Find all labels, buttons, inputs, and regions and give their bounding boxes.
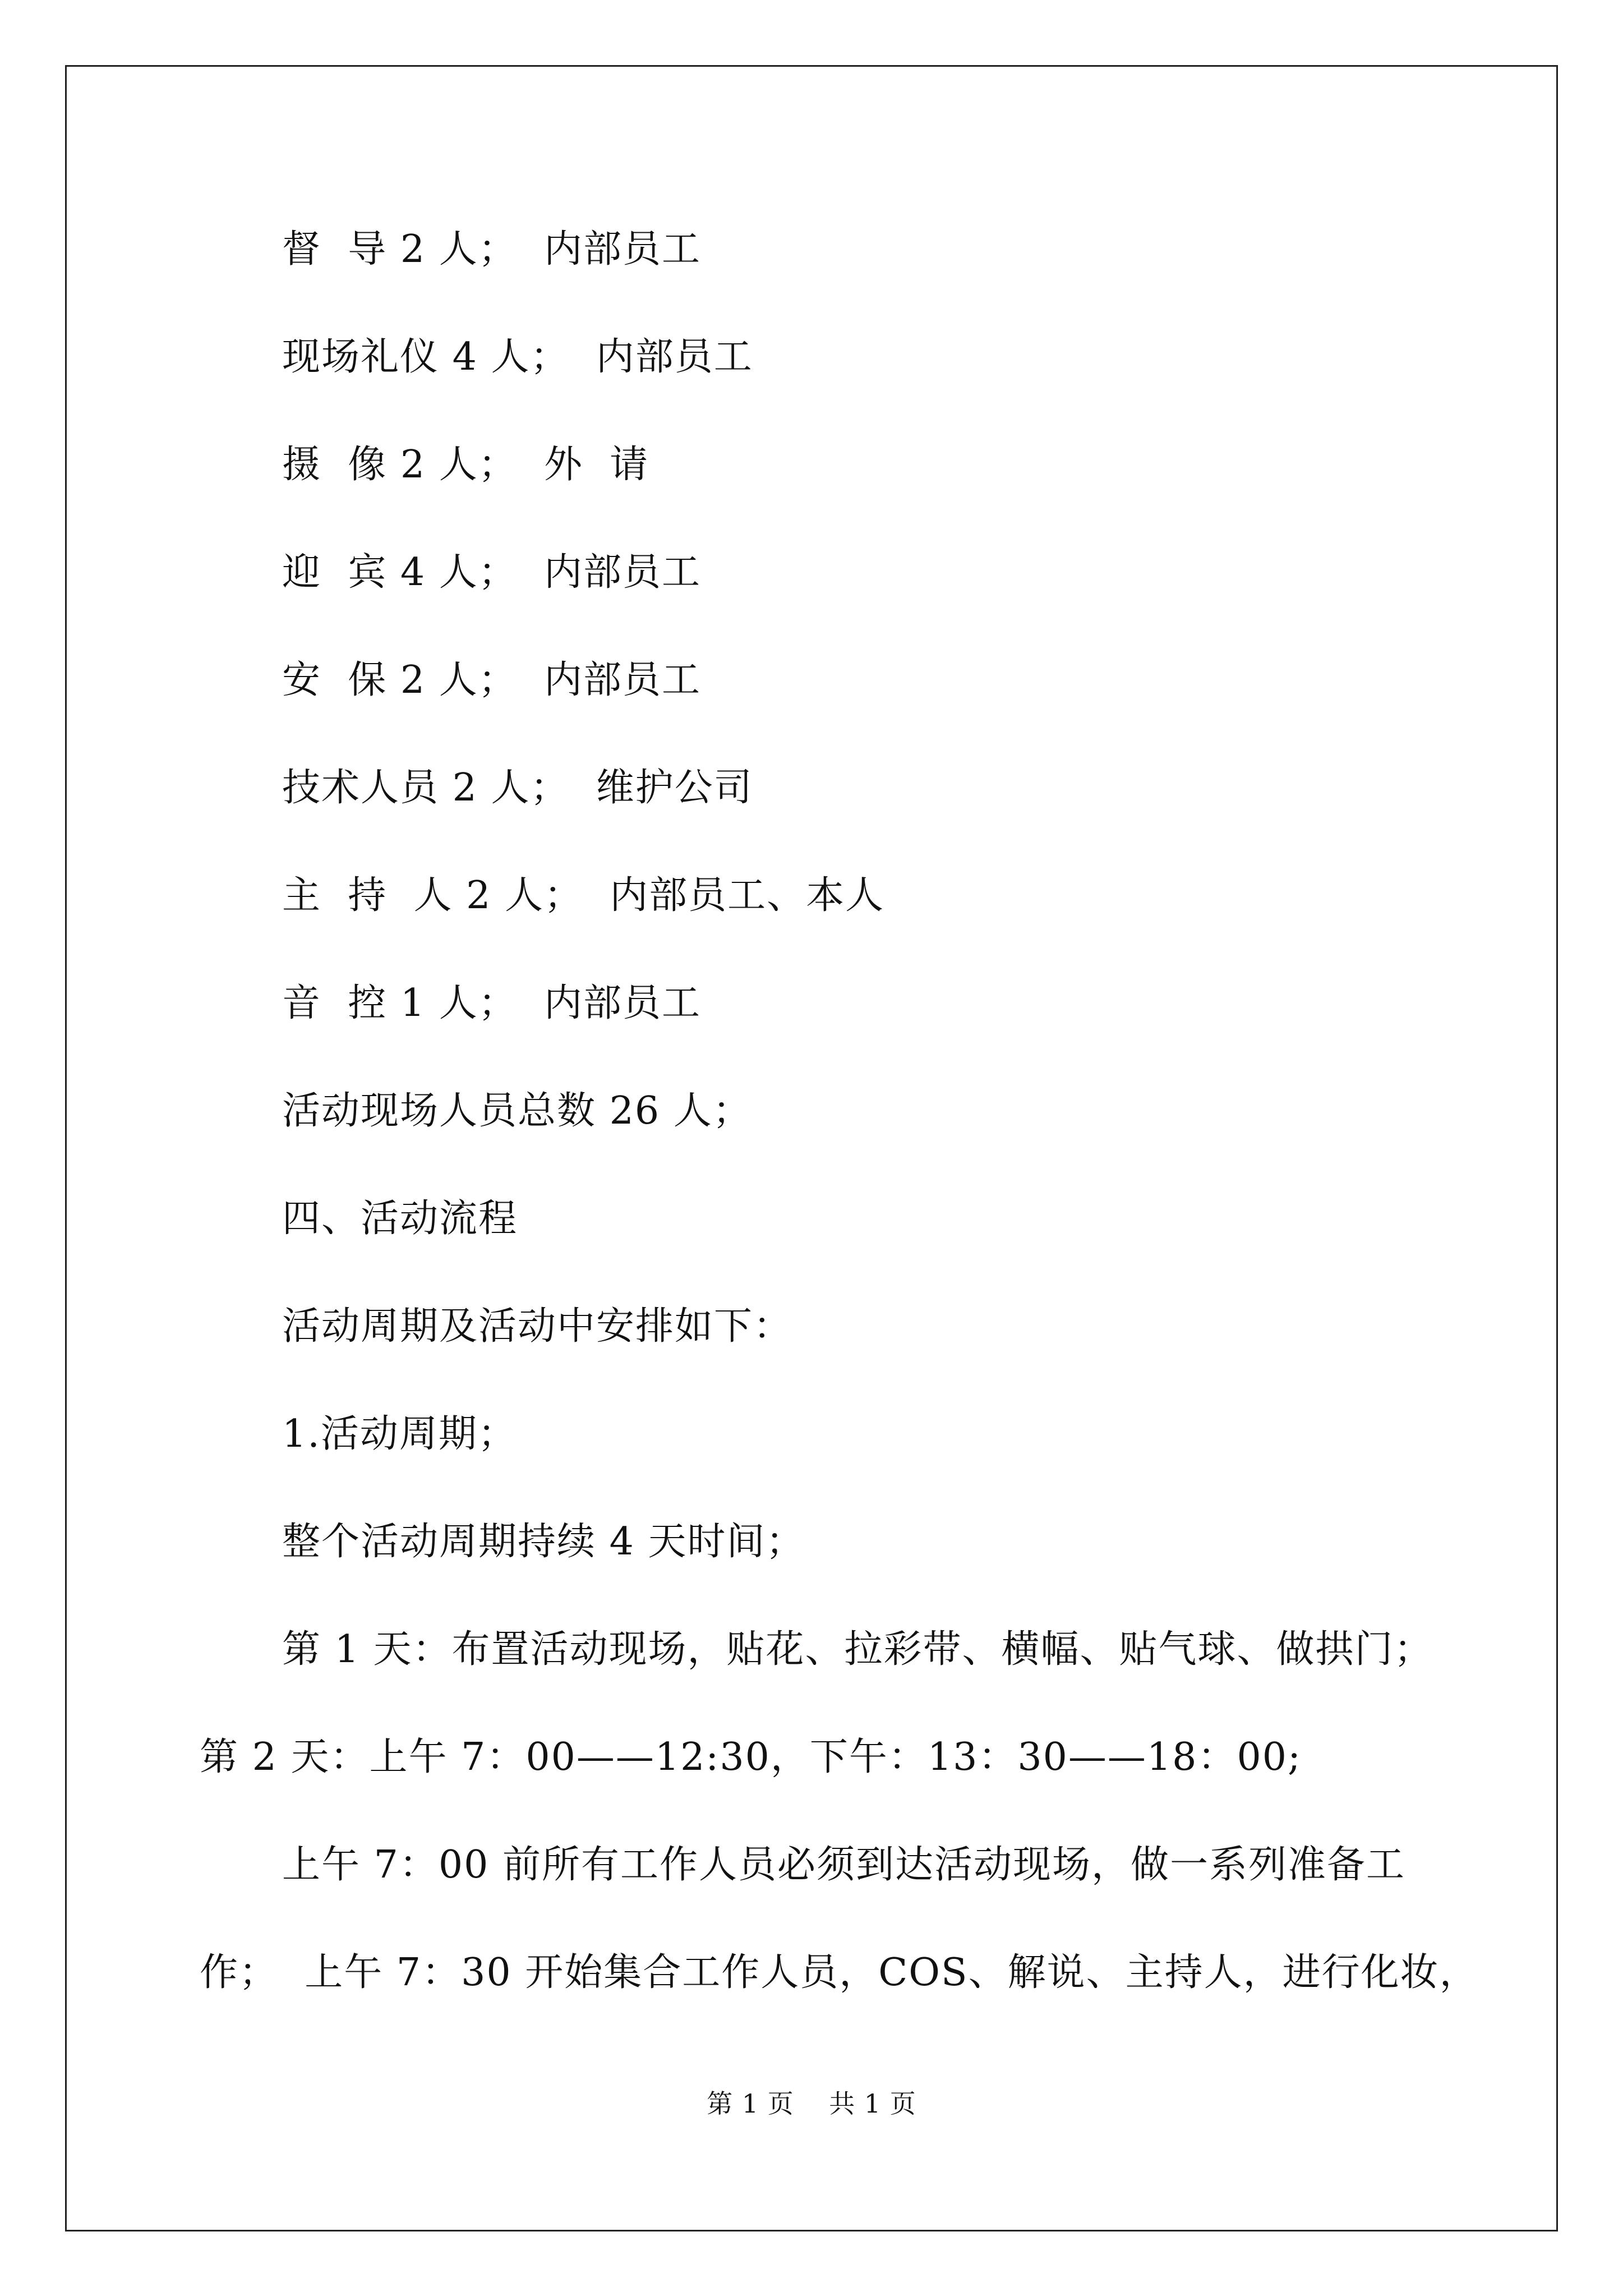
page-footer: 第 1 页 共 1 页 [707, 2088, 916, 2119]
paragraph-line: 第 2 天：上午 7：00——12:30，下午：13：30——18：00; [200, 1735, 1302, 1779]
staff-line-sound: 音 控 1 人； 内部员工 [282, 981, 701, 1025]
paragraph-line: 作； 上午 7：30 开始集合工作人员，COS、解说、主持人，进行化妆， [200, 1950, 1479, 1995]
staff-line-greeter: 迎 宾 4 人； 内部员工 [282, 550, 701, 595]
staff-line-security: 安 保 2 人； 内部员工 [282, 658, 701, 702]
paragraph-line: 1.活动周期； [282, 1412, 517, 1456]
staff-line-camera: 摄 像 2 人； 外 请 [282, 443, 649, 487]
paragraph-line: 第 1 天：布置活动现场，贴花、拉彩带、横幅、贴气球、做拱门； [282, 1627, 1433, 1672]
page-border [65, 65, 1558, 2231]
paragraph-line: 整个活动周期持续 4 天时间； [282, 1520, 805, 1564]
staff-line-technician: 技术人员 2 人； 维护公司 [282, 766, 753, 810]
paragraph-line: 活动周期及活动中安排如下： [282, 1304, 793, 1349]
staff-line-supervisor: 督 导 2 人； 内部员工 [282, 227, 701, 272]
staff-total-line: 活动现场人员总数 26 人； [282, 1089, 752, 1133]
staff-line-host: 主 持 人 2 人； 内部员工、本人 [282, 873, 885, 918]
staff-line-etiquette: 现场礼仪 4 人； 内部员工 [282, 335, 753, 379]
paragraph-line: 上午 7：00 前所有工作人员必须到达活动现场，做一系列准备工 [282, 1843, 1406, 1887]
section-heading: 四、活动流程 [282, 1197, 518, 1241]
